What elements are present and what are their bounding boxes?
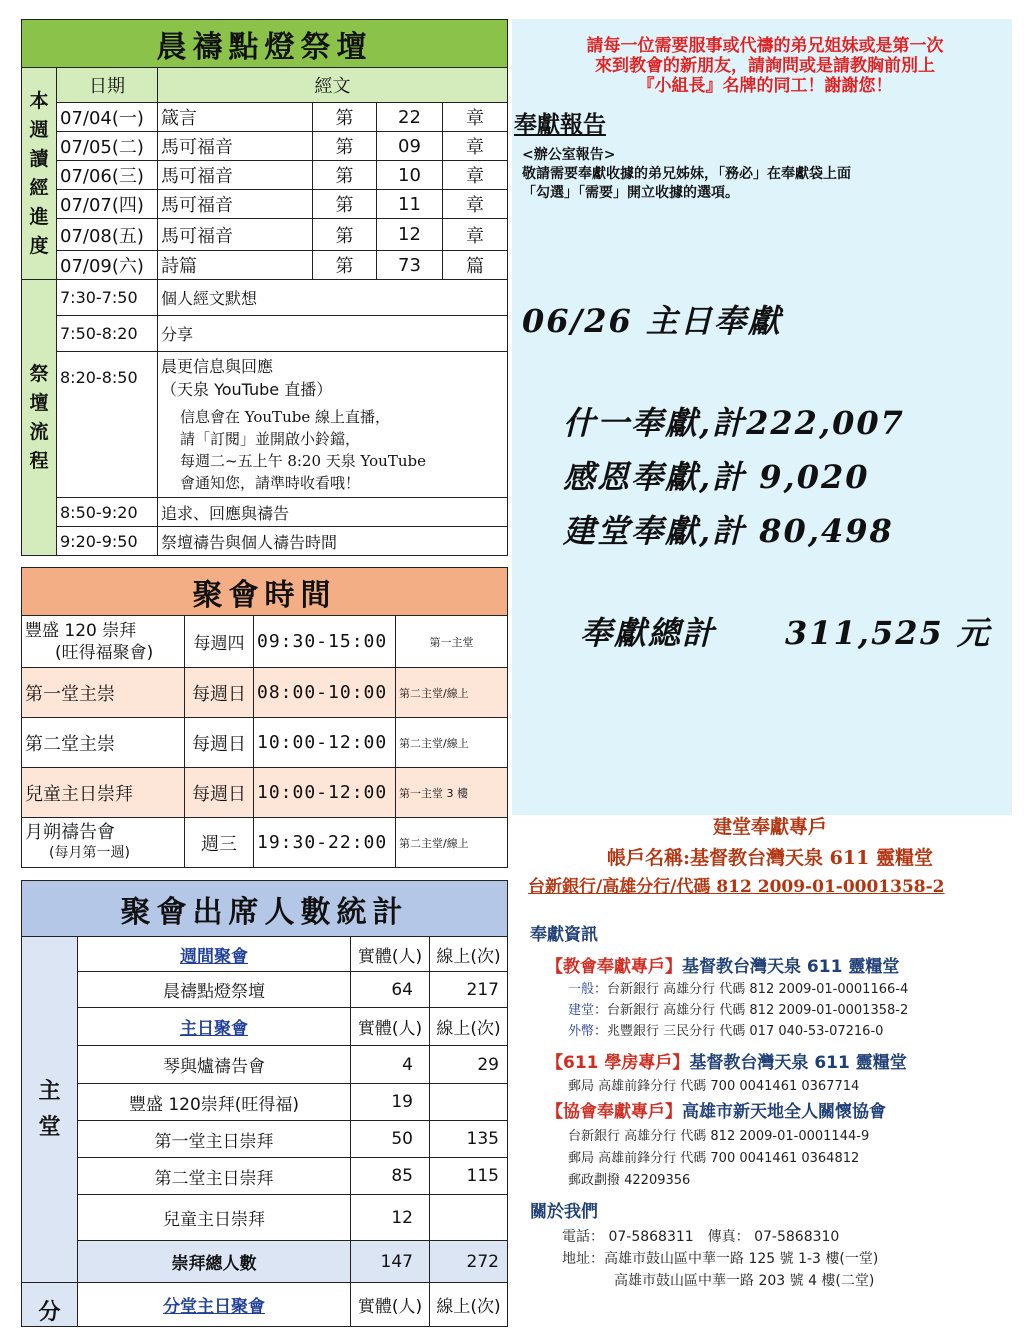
flow-row: 8:50-9:20 追求、回應與禱告 [22, 498, 508, 527]
association-account-details: 台新銀行 高雄分行 代碼 812 2009-01-0001144-9 郵局 高雄前鋒分行 代碼 700 0041461 0364812 郵政劃撥 42209356 [568, 1129, 870, 1188]
association-account: 【協會奉獻專戶】高雄市新天地全人關懷協會 [546, 1102, 886, 1122]
attendance-head-row: 主日聚會 實體(人) 線上(次) [22, 1008, 508, 1046]
building-account-bank: 台新銀行/高雄分行/代碼 812 2009-01-0001358-2 [528, 877, 945, 897]
building-account-title: 建堂奉獻專戶 [712, 816, 827, 838]
meeting-row: 月朔禱告會 (每月第一週) 週三 19:30-22:00 第二主堂/線上 [22, 818, 508, 868]
school-account: 【611 學房專戶】基督教台灣天泉 611 靈糧堂 [546, 1053, 907, 1073]
prayer-table [21, 19, 508, 556]
attendance-head-row: 分 分堂主日聚會 實體(人) 線上(次) [22, 1283, 508, 1327]
attendance-total-row: 崇拜總人數 147 272 [22, 1241, 508, 1283]
church-account-details: 一般：台新銀行 高雄分行 代碼 812 2009-01-0001166-4 建堂：台新銀行 高雄分行 代碼 812 2009-01-0001358-2 外幣：兆豐銀行 三民分行 代碼 017 040-53-07216-0 [568, 982, 909, 1039]
school-account-post: 郵局 高雄前鋒分行 代碼 700 0041461 0367714 [568, 1079, 860, 1094]
offering-report-title: 奉獻報告 [514, 112, 606, 138]
flow-row: 8:20-8:50 晨更信息與回應 （天泉 YouTube 直播） [22, 352, 508, 404]
meeting-row: 豐盛 120 崇拜 (旺得福聚會) 每週四 09:30-15:00 第一主堂 [22, 616, 508, 668]
meeting-table [21, 567, 508, 868]
attendance-row: 第一堂主日崇拜 50 135 [22, 1121, 508, 1158]
about-us-title: 關於我們 [530, 1202, 598, 1222]
attendance-table [21, 880, 508, 1327]
reading-row: 07/05(二) 馬可福音 第 09 章 [22, 132, 508, 161]
date-header: 日期 [57, 68, 158, 103]
weekday-meeting-link[interactable]: 週間聚會 [180, 946, 248, 967]
flow-row: 7:50-8:20 分享 [22, 316, 508, 352]
reading-label: 本週讀經進度 [22, 68, 57, 280]
meeting-title: 聚會時間 [22, 568, 508, 616]
church-account: 【教會奉獻專戶】基督教台灣天泉 611 靈糧堂 [546, 957, 900, 977]
newcomer-note: 請每一位需要服事或代禱的弟兄姐妹或是第一次 來到教會的新朋友，請詢問或是請教胸前別上 『小組長』名牌的同工！謝謝您！ [586, 36, 944, 96]
attendance-row: 晨禱點燈祭壇 64 217 [22, 972, 508, 1008]
meeting-row: 兒童主日崇拜 每週日 10:00-12:00 第一主堂 3 樓 [22, 768, 508, 818]
reading-row: 07/07(四) 馬可福音 第 11 章 [22, 190, 508, 219]
attendance-title: 聚會出席人數統計 [22, 881, 508, 937]
sunday-offering-title: 06/26 主日奉獻 [522, 302, 782, 340]
meeting-row: 第二堂主崇 每週日 10:00-12:00 第二主堂/線上 [22, 718, 508, 768]
meeting-row: 第一堂主崇 每週日 08:00-10:00 第二主堂/線上 [22, 668, 508, 718]
main-hall-label: 主堂 [22, 937, 78, 1283]
flow-row: 9:20-9:50 祭壇禱告與個人禱告時間 [22, 527, 508, 556]
branch-meeting-link[interactable]: 分堂主日聚會 [163, 1297, 265, 1317]
reading-row: 07/08(五) 馬可福音 第 12 章 [22, 219, 508, 251]
branch-label: 分 [22, 1283, 78, 1327]
office-note: <辦公室報告> 敬請需要奉獻收據的弟兄姊妹，「務必」在奉獻袋上面 「勾選」「需要」開立收據的選項。 [522, 147, 851, 201]
contact-info: 電話： 07-5868311 傳真： 07-5868310 地址：高雄市鼓山區中華一路 125 號 1-3 樓(一堂) 高雄市鼓山區中華一路 203 號 4 樓(二堂) [562, 1229, 879, 1289]
flow-note-row [22, 404, 508, 498]
text-header: 經文 [158, 68, 508, 103]
sunday-meeting-link[interactable]: 主日聚會 [180, 1019, 248, 1039]
attendance-head-row: 主堂 週間聚會 實體(人) 線上(次) [22, 937, 508, 972]
offering-line-tithe: 什一奉獻,計222,007 [563, 404, 905, 442]
youtube-note: 信息會在 YouTube 線上直播， 請「訂閱」並開啟小鈴鐺， 每週二~五上午 8:20 天泉 YouTube 會通知您，請準時收看哦！ [158, 404, 508, 498]
building-account-name: 帳戶名稱:基督教台灣天泉 611 靈糧堂 [607, 847, 933, 869]
attendance-row: 第二堂主日崇拜 85 115 [22, 1158, 508, 1195]
offering-info-title: 奉獻資訊 [530, 925, 598, 945]
reading-row: 07/04(一) 箴言 第 22 章 [22, 103, 508, 132]
attendance-row: 兒童主日崇拜 12 [22, 1195, 508, 1241]
offering-total-value: 311,525 元 [785, 614, 991, 652]
reading-row: 07/06(三) 馬可福音 第 10 章 [22, 161, 508, 190]
offering-line-building: 建堂奉獻,計 80,498 [563, 512, 894, 550]
flow-label: 祭壇流程 [22, 280, 57, 556]
flow-row: 祭壇流程 7:30-7:50 個人經文默想 [22, 280, 508, 316]
attendance-row: 琴與爐禱告會 4 29 [22, 1046, 508, 1084]
attendance-row: 豐盛 120崇拜(旺得福) 19 [22, 1084, 508, 1121]
prayer-title: 晨禱點燈祭壇 [22, 20, 508, 68]
offering-line-thanks: 感恩奉獻,計 9,020 [563, 458, 870, 496]
offering-total-label: 奉獻總計 [580, 614, 717, 652]
reading-row: 07/09(六) 詩篇 第 73 篇 [22, 251, 508, 280]
